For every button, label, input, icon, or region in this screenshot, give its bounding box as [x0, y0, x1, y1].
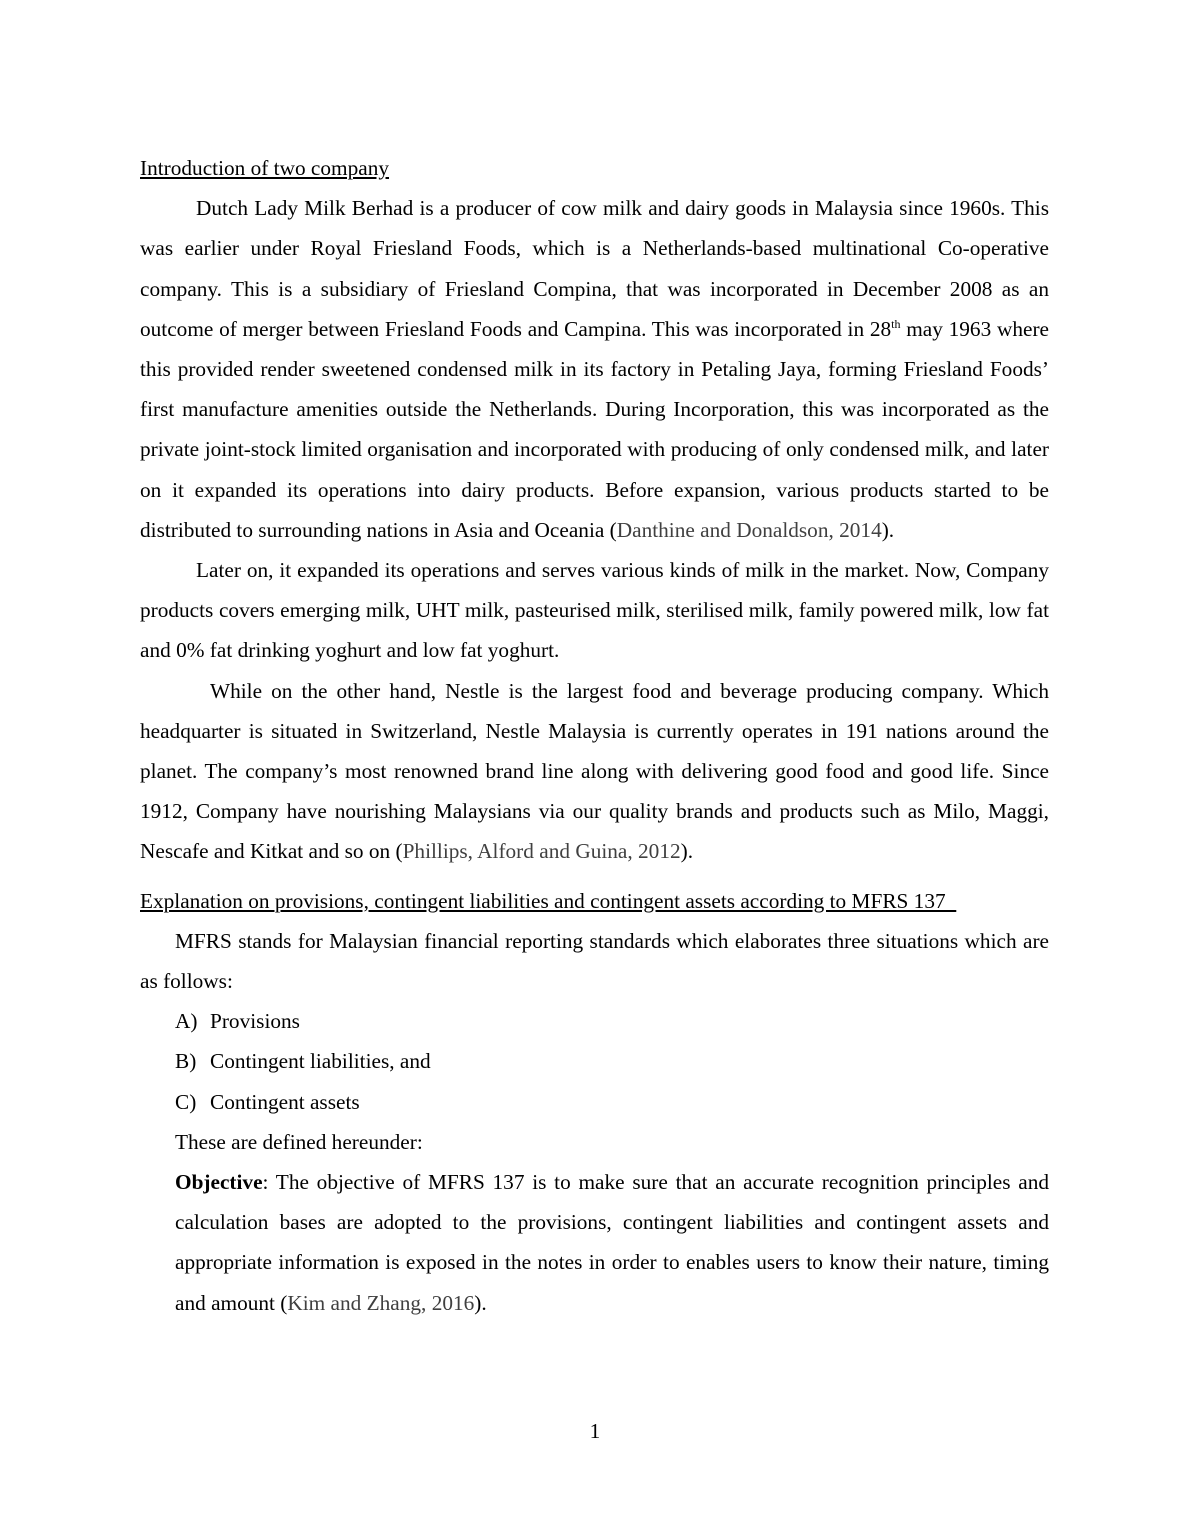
list-item: [175, 1082, 1049, 1122]
page-number: 1: [589, 1419, 601, 1443]
paragraph-text: : The objective of MFRS 137 is to make sure that an accurate recognition principles and calculation bases are adopted to the provisions, contingent liabilities and contingent assets and appropriate information is exposed in the notes in order to enables users to know their nature, timing and amount (: [175, 1170, 1049, 1315]
list-marker: A): [175, 1009, 198, 1034]
section-heading-introduction: Introduction of two company: [140, 156, 390, 180]
paragraph-text: Dutch Lady Milk Berhad is a producer of cow milk and dairy goods in Malaysia since 1960s. This was earlier under Royal Friesland Foods, which is a Netherlands-based multinational Co-operative company. This is a subsidiary of Friesland Compina, that was incorporated in December 2008 as an outcome of merger between Friesland Foods and Campina. This was incorporated in 28: [140, 196, 1049, 341]
paragraph-text: may 1963 where this provided render sweetened condensed milk in its factory in Petaling Jaya, forming Friesland Foods’ first manufacture amenities outside the Netherlands. During Incorporation, this was incorporated as the private joint-stock limited organisation and incorporated with producing of only condensed milk, and later on it expanded its operations into dairy products. Before expansion, various products started to be distributed to surrounding nations in Asia and Oceania (: [140, 316, 1049, 542]
paragraph-mfrs-intro: MFRS stands for Malaysian financial reporting standards which elaborates three situations which are as follows:: [140, 928, 1049, 994]
list-marker: B): [175, 1049, 197, 1074]
citation-end: ).: [680, 839, 694, 864]
superscript-ordinal: th: [891, 316, 901, 331]
citation-end: ).: [474, 1290, 487, 1315]
list-item: [175, 1041, 1049, 1081]
list-marker: C): [175, 1089, 197, 1114]
paragraph-objective: [175, 1162, 1049, 1323]
list-item-label: Contingent assets: [210, 1089, 360, 1114]
paragraph-products: Later on, it expanded its operations and serves various kinds of milk in the market. Now, Company products covers emerging milk, UHT milk, pasteurised milk, sterilised milk, family powered milk, low fat and 0% fat drinking yoghurt and low fat yoghurt.: [140, 558, 1049, 663]
paragraph-dutch-lady: [140, 188, 1049, 550]
section-heading-mfrs: Explanation on provisions, contingent liabilities and contingent assets according to MFRS 137: [140, 888, 957, 913]
page-content: [140, 148, 1049, 1323]
list-item-label: Contingent liabilities, and: [210, 1049, 431, 1074]
citation: Kim and Zhang, 2016: [287, 1290, 475, 1315]
list-item: [175, 1001, 1049, 1041]
list-item-label: Provisions: [210, 1009, 300, 1034]
objective-label: Objective: [175, 1170, 263, 1195]
citation: Danthine and Donaldson, 2014: [616, 517, 882, 542]
citation: Phillips, Alford and Guina, 2012: [402, 839, 681, 864]
citation-end: ).: [881, 517, 895, 542]
paragraph-text: While on the other hand, Nestle is the largest food and beverage producing company. Which headquarter is situated in Switzerland, Nestle Malaysia is currently operates in 191 nations around the planet. The company’s most renowned brand line along with delivering good food and good life. Since 1912, Company have nourishing Malaysians via our quality brands and products such as Milo, Maggi, Nescafe and Kitkat and so on (: [140, 678, 1049, 864]
defined-hereunder-text: These are defined hereunder:: [175, 1129, 423, 1154]
situations-list: [175, 1001, 1049, 1122]
paragraph-nestle: [140, 671, 1049, 872]
